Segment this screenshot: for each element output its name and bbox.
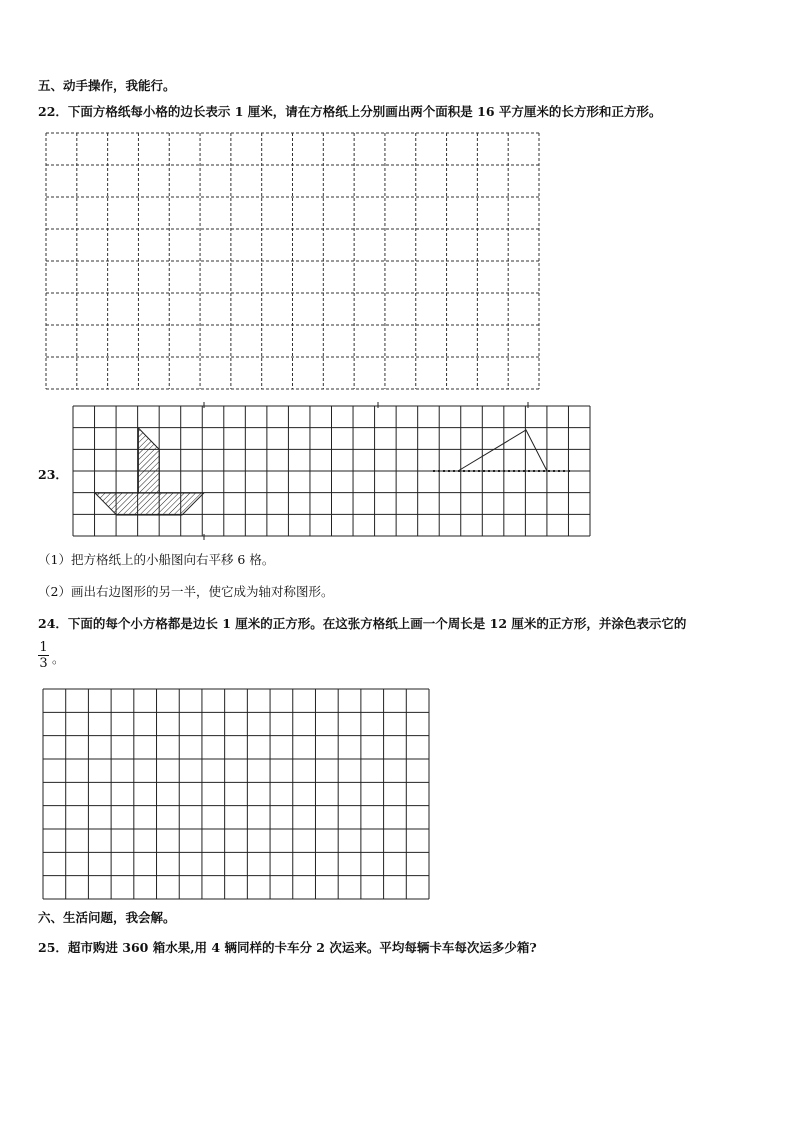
question-24-text: 24．下面的每个小方格都是边长 1 厘米的正方形。在这张方格纸上画一个周长是 12 厘米的正方形，并涂色表示它的 xyxy=(38,616,687,631)
half-triangle-shape xyxy=(458,430,547,471)
boat-sail-shape xyxy=(138,428,159,493)
q22-grid-paper xyxy=(46,133,540,391)
boat-hull-shape xyxy=(95,493,204,515)
section-6-title: 六、生活问题，我会解。 xyxy=(38,910,176,925)
fraction-numerator: 1 xyxy=(39,640,48,655)
section-5-title: 五、动手操作，我能行。 xyxy=(38,78,176,93)
fraction-one-third xyxy=(38,640,49,671)
q24-grid-paper xyxy=(43,689,430,900)
fraction-denominator: 3 xyxy=(39,656,48,671)
question-23-sub1: （1）把方格纸上的小船图向右平移 6 格。 xyxy=(38,552,275,567)
q23-grid-paper xyxy=(73,406,591,538)
question-23-sub2: （2）画出右边图形的另一半，使它成为轴对称图形。 xyxy=(38,584,334,599)
fraction-suffix: 。 xyxy=(52,651,65,666)
question-25-text: 25．超市购进 360 箱水果,用 4 辆同样的卡车分 2 次运来。平均每辆卡车每次运多少箱? xyxy=(38,940,537,955)
question-23-number: 23． xyxy=(38,467,68,482)
question-22-text: 22．下面方格纸每小格的边长表示 1 厘米，请在方格纸上分别画出两个面积是 16 平方厘米的长方形和正方形。 xyxy=(38,104,662,119)
